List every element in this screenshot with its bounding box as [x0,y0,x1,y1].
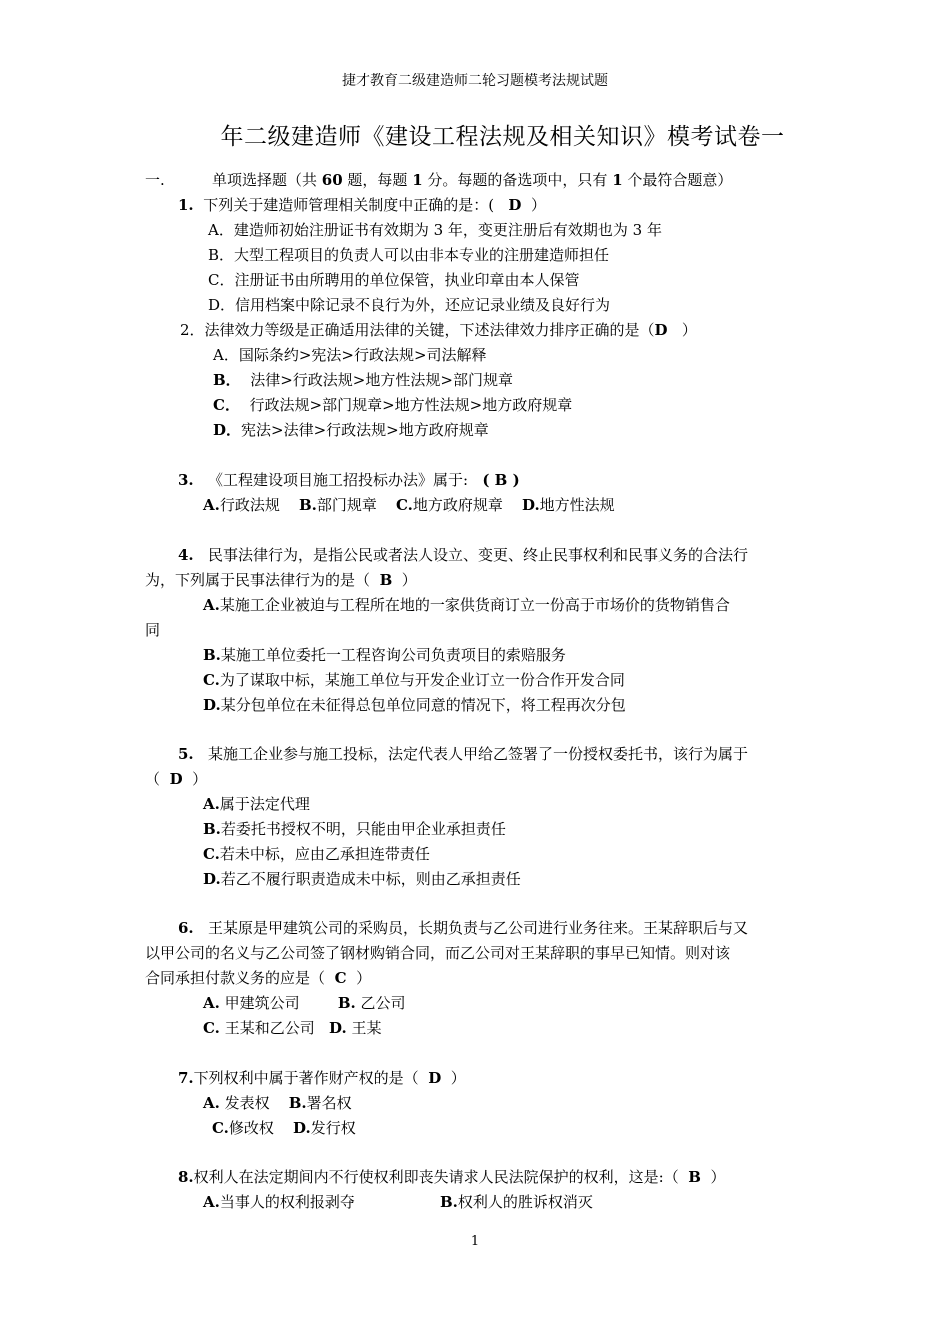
q2-option-a: A．国际条约>宪法>行政法规>司法解释 [213,346,487,364]
q8-option-a: A.当事人的权利报剥夺 [203,1193,355,1211]
q1-option-a: A．建造师初始注册证书有效期为 3 年，变更注册后有效期也为 3 年 [208,221,662,239]
q2-option-c: C． 行政法规>部门规章>地方性法规>地方政府规章 [213,396,573,414]
question-4: 4. 民事法律行为，是指公民或者法人设立、变更、终止民事权利和民事义务的合法行 [178,546,748,564]
section-number: 一. [145,171,165,189]
q3-options: A.行政法规 B.部门规章 C.地方政府规章 D.地方性法规 [203,496,615,514]
q5-option-d: D.若乙不履行职责造成未中标，则由乙承担责任 [203,870,521,888]
q1-option-c: C．注册证书由所聘用的单位保管，执业印章由本人保管 [208,271,580,289]
q7-options-ab: A. 发表权 B.署名权 [203,1094,352,1112]
q4-option-c: C.为了谋取中标，某施工单位与开发企业订立一份合作开发合同 [203,671,625,689]
question-7: 7.下列权利中属于著作财产权的是（ D ） [178,1069,466,1087]
question-5: 5. 某施工企业参与施工投标，法定代表人甲给乙签署了一份授权委托书，该行为属于 [178,745,748,763]
q5-option-c: C.若未中标，应由乙承担连带责任 [203,845,430,863]
q8-option-b: B.权利人的胜诉权消灭 [440,1193,593,1211]
q6-options-ab: A. 甲建筑公司 B. 乙公司 [203,994,406,1012]
q6-options-cd: C. 王某和乙公司 D. 王某 [203,1019,382,1037]
page-title: 年二级建造师《建设工程法规及相关知识》模考试卷一 [220,124,785,150]
q1-option-b: B．大型工程项目的负责人可以由非本专业的注册建造师担任 [208,246,610,264]
q4-option-a-cont: 同 [145,621,161,639]
question-6: 6. 王某原是甲建筑公司的采购员，长期负责与乙公司进行业务往来。王某辞职后与又 [178,919,748,937]
question-8: 8.权利人在法定期间内不行使权利即丧失请求人民法院保护的权利，这是:（ B ） [178,1168,726,1186]
question-6-cont-2: 合同承担付款义务的应是（ C ） [145,969,372,987]
q4-option-d: D.某分包单位在未征得总包单位同意的情况下，将工程再次分包 [203,696,626,714]
question-4-cont: 为，下列属于民事法律行为的是（ B ） [145,571,417,589]
q1-option-d: D．信用档案中除记录不良行为外，还应记录业绩及良好行为 [208,296,611,314]
page-number: 1 [470,1234,480,1249]
question-2: 2．法律效力等级是正确适用法律的关键，下述法律效力排序正确的是（D ） [180,321,697,339]
q4-option-b: B.某施工单位委托一工程咨询公司负责项目的索赔服务 [203,646,566,664]
page-header: 捷才教育二级建造师二轮习题模考法规试题 [342,73,608,89]
question-5-cont: （ D ） [145,770,208,788]
question-6-cont-1: 以甲公司的名义与乙公司签了钢材购销合同，而乙公司对王某辞职的事早已知情。则对该 [145,944,731,962]
q2-option-d: D．宪法>法律>行政法规>地方政府规章 [213,421,489,439]
q2-option-b: B． 法律>行政法规>地方性法规>部门规章 [213,371,513,389]
q7-options-cd: C.修改权 D.发行权 [212,1119,356,1137]
question-3: 3. 《工程建设项目施工招投标办法》属于: ( B ) [178,471,520,489]
question-1: 1. 下列关于建造师管理相关制度中正确的是：( D ） [178,196,546,214]
section-heading: 单项选择题（共 60 题，每题 1 分。每题的备选项中，只有 1 个最符合题意） [212,171,733,189]
q5-option-a: A.属于法定代理 [203,795,310,813]
q4-option-a: A.某施工企业被迫与工程所在地的一家供货商订立一份高于市场价的货物销售合 [203,596,730,614]
q5-option-b: B.若委托书授权不明，只能由甲企业承担责任 [203,820,506,838]
